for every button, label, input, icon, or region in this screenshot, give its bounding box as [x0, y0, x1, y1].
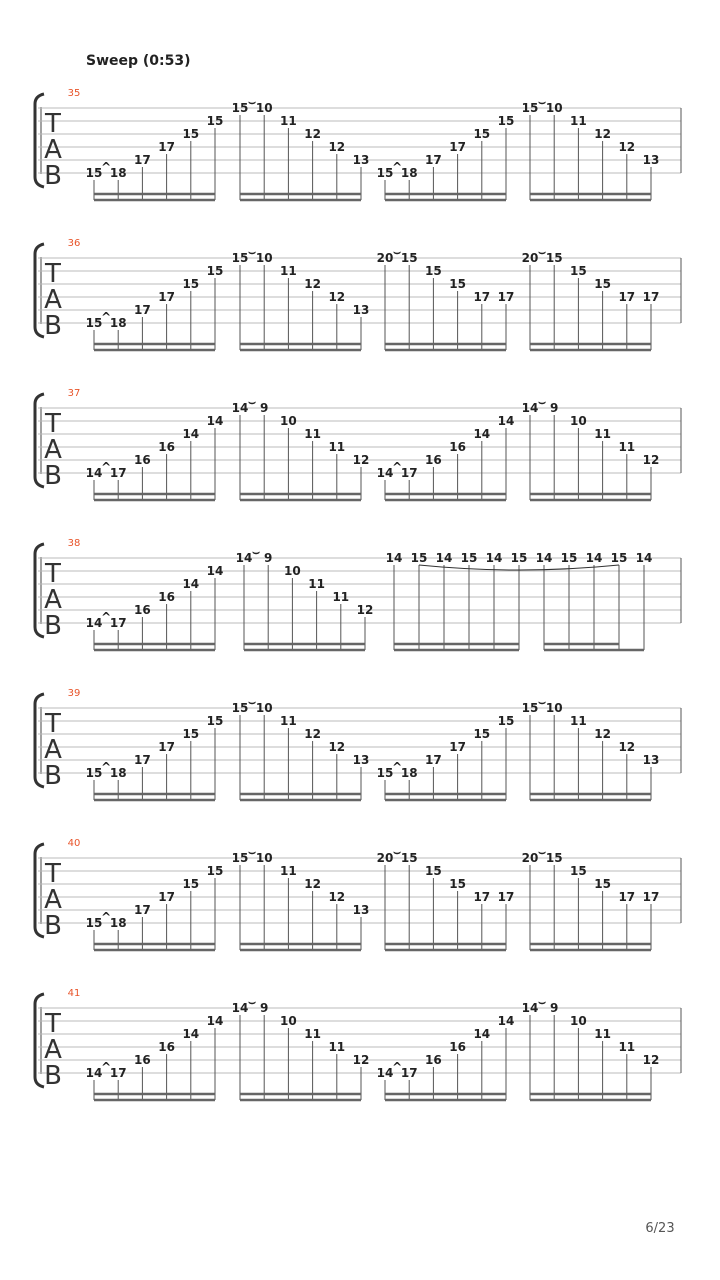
fret-number: 13: [352, 753, 370, 767]
tab-clef-letter: T: [45, 859, 61, 889]
fret-number: 12: [328, 740, 346, 754]
fret-number: 11: [570, 114, 587, 128]
fret-number: 15: [85, 766, 103, 780]
tab-clef-letter: T: [45, 709, 61, 739]
measure-number: 35: [67, 88, 81, 99]
fret-number: 15: [206, 114, 224, 128]
fret-number: 10: [255, 851, 273, 865]
fret-number: 16: [425, 453, 442, 467]
measure-number: 37: [67, 388, 81, 399]
fret-number: 11: [304, 427, 321, 441]
fret-number: 14: [206, 414, 224, 428]
fret-number: 16: [425, 1053, 442, 1067]
fret-number: 15: [497, 114, 515, 128]
fret-number: 15: [570, 264, 587, 278]
fret-number: 16: [134, 603, 151, 617]
slur-mark: ⌣: [538, 695, 547, 709]
fret-number: 11: [594, 427, 611, 441]
fret-number: 16: [134, 1053, 151, 1067]
slur-mark: ⌣: [538, 95, 547, 109]
tab-clef-letter: A: [44, 1035, 62, 1065]
slur-mark: ⌣: [248, 95, 257, 109]
fret-number: 14: [231, 401, 249, 415]
fret-number: 10: [284, 564, 301, 578]
section-title: Sweep (0:53): [86, 53, 191, 69]
fret-number: 18: [400, 166, 418, 180]
fret-number: 15: [400, 851, 418, 865]
fret-number: 15: [85, 316, 103, 330]
fret-number: 15: [376, 166, 394, 180]
fret-number: 15: [449, 277, 466, 291]
slur-mark: ⌣: [393, 845, 402, 859]
fret-number: 15: [376, 766, 394, 780]
fret-number: 13: [352, 153, 370, 167]
tab-clef-letter: A: [44, 735, 62, 765]
fret-number: 15: [594, 277, 611, 291]
slur-mark: ^: [392, 160, 403, 174]
fret-number: 11: [280, 114, 297, 128]
fret-number: 15: [570, 864, 587, 878]
slur-mark: ⌣: [248, 995, 257, 1009]
fret-number: 11: [570, 714, 587, 728]
fret-number: 14: [497, 414, 515, 428]
fret-number: 15: [594, 877, 611, 891]
tab-clef-letter: A: [44, 885, 62, 915]
fret-number: 18: [109, 916, 127, 930]
slur-mark: ⌣: [538, 995, 547, 1009]
fret-number: 14: [182, 577, 200, 591]
slur-mark: ⌣: [248, 395, 257, 409]
fret-number: 16: [449, 440, 466, 454]
fret-number: 9: [260, 1001, 269, 1015]
fret-number: 12: [356, 603, 374, 617]
fret-number: 15: [85, 166, 103, 180]
fret-number: 17: [158, 890, 175, 904]
tab-clef-letter: B: [44, 1061, 62, 1091]
slur-mark: ⌣: [538, 845, 547, 859]
fret-number: 14: [473, 1027, 491, 1041]
fret-number: 14: [385, 551, 403, 565]
fret-number: 15: [560, 551, 578, 565]
measure-number: 39: [67, 688, 81, 699]
fret-number: 14: [182, 427, 200, 441]
fret-number: 15: [521, 101, 539, 115]
fret-number: 12: [304, 877, 321, 891]
fret-number: 15: [182, 127, 200, 141]
fret-number: 12: [642, 1053, 660, 1067]
tab-clef-letter: B: [44, 611, 62, 641]
fret-number: 15: [410, 551, 428, 565]
slur-mark: ^: [392, 1060, 403, 1074]
fret-number: 16: [158, 1040, 175, 1054]
tab-clef-letter: T: [45, 1009, 61, 1039]
tab-clef-letter: A: [44, 585, 62, 615]
fret-number: 11: [308, 577, 325, 591]
tab-clef-letter: B: [44, 461, 62, 491]
fret-number: 17: [134, 753, 151, 767]
fret-number: 20: [376, 251, 394, 265]
tab-clef-letter: T: [45, 559, 61, 589]
slur-mark: ⌣: [248, 245, 257, 259]
fret-number: 16: [449, 1040, 466, 1054]
fret-number: 12: [328, 140, 346, 154]
fret-number: 10: [255, 101, 273, 115]
fret-number: 14: [182, 1027, 200, 1041]
fret-number: 14: [85, 1066, 103, 1080]
fret-number: 15: [497, 714, 515, 728]
measure-number: 41: [67, 988, 81, 999]
fret-number: 17: [642, 290, 660, 304]
fret-number: 17: [497, 290, 515, 304]
fret-number: 9: [260, 401, 269, 415]
fret-number: 15: [231, 251, 249, 265]
fret-number: 14: [85, 616, 103, 630]
measure-number: 40: [67, 838, 81, 849]
tab-clef-letter: A: [44, 285, 62, 315]
fret-number: 17: [473, 890, 491, 904]
fret-number: 17: [497, 890, 515, 904]
fret-number: 15: [400, 251, 418, 265]
fret-number: 14: [497, 1014, 515, 1028]
fret-number: 11: [280, 264, 297, 278]
fret-number: 18: [109, 166, 127, 180]
fret-number: 14: [435, 551, 453, 565]
fret-number: 17: [109, 1066, 127, 1080]
fret-number: 10: [570, 1014, 587, 1028]
fret-number: 15: [182, 277, 200, 291]
fret-number: 15: [231, 701, 249, 715]
tab-clef-letter: B: [44, 311, 62, 341]
fret-number: 12: [328, 890, 346, 904]
fret-number: 12: [594, 127, 611, 141]
fret-number: 17: [134, 903, 151, 917]
fret-number: 10: [280, 1014, 297, 1028]
slur-mark: ^: [101, 610, 112, 624]
fret-number: 15: [545, 851, 563, 865]
fret-number: 12: [642, 453, 660, 467]
slur-mark: ^: [101, 910, 112, 924]
fret-number: 18: [400, 766, 418, 780]
fret-number: 12: [618, 740, 636, 754]
fret-number: 12: [304, 127, 321, 141]
fret-number: 15: [231, 851, 249, 865]
fret-number: 16: [134, 453, 151, 467]
fret-number: 14: [85, 466, 103, 480]
tab-clef-letter: B: [44, 161, 62, 191]
fret-number: 15: [206, 864, 224, 878]
fret-number: 15: [182, 877, 200, 891]
slur-mark: ⌣: [248, 695, 257, 709]
fret-number: 10: [545, 701, 563, 715]
slur-mark: ^: [101, 160, 112, 174]
fret-number: 12: [304, 277, 321, 291]
page-number: 6/23: [645, 1221, 675, 1236]
fret-number: 11: [594, 1027, 611, 1041]
fret-number: 20: [521, 851, 539, 865]
fret-number: 10: [255, 701, 273, 715]
slur-mark: ^: [392, 760, 403, 774]
slur-mark: ^: [101, 760, 112, 774]
fret-number: 17: [449, 140, 466, 154]
fret-number: 14: [206, 1014, 224, 1028]
slur-mark: ⌣: [393, 245, 402, 259]
fret-number: 20: [376, 851, 394, 865]
fret-number: 9: [550, 401, 559, 415]
fret-number: 14: [376, 466, 394, 480]
tab-clef-letter: B: [44, 761, 62, 791]
fret-number: 18: [109, 766, 127, 780]
fret-number: 11: [328, 1040, 346, 1054]
fret-number: 16: [158, 590, 175, 604]
fret-number: 12: [328, 290, 346, 304]
fret-number: 17: [642, 890, 660, 904]
fret-number: 17: [425, 153, 442, 167]
fret-number: 10: [545, 101, 563, 115]
fret-number: 10: [280, 414, 297, 428]
fret-number: 15: [449, 877, 466, 891]
fret-number: 17: [618, 890, 636, 904]
fret-number: 14: [585, 551, 603, 565]
fret-number: 9: [264, 551, 273, 565]
slur-mark: ^: [101, 1060, 112, 1074]
fret-number: 12: [352, 1053, 370, 1067]
fret-number: 10: [255, 251, 273, 265]
fret-number: 11: [618, 1040, 636, 1054]
fret-number: 14: [376, 1066, 394, 1080]
fret-number: 14: [235, 551, 253, 565]
fret-number: 15: [206, 264, 224, 278]
fret-number: 10: [570, 414, 587, 428]
slur-mark: ^: [392, 460, 403, 474]
fret-number: 15: [206, 714, 224, 728]
fret-number: 16: [158, 440, 175, 454]
fret-number: 14: [473, 427, 491, 441]
fret-number: 9: [550, 1001, 559, 1015]
fret-number: 17: [400, 1066, 418, 1080]
fret-number: 11: [280, 864, 297, 878]
fret-number: 17: [109, 616, 127, 630]
slur-mark: ⌣: [248, 845, 257, 859]
fret-number: 15: [473, 127, 491, 141]
fret-number: 17: [134, 153, 151, 167]
fret-number: 17: [158, 740, 175, 754]
fret-number: 15: [473, 727, 491, 741]
fret-number: 15: [425, 264, 442, 278]
fret-number: 15: [85, 916, 103, 930]
fret-number: 14: [635, 551, 653, 565]
fret-number: 12: [304, 727, 321, 741]
fret-number: 14: [485, 551, 503, 565]
fret-number: 17: [449, 740, 466, 754]
fret-number: 11: [280, 714, 297, 728]
fret-number: 14: [521, 401, 539, 415]
measure-number: 38: [67, 538, 81, 549]
fret-number: 15: [521, 701, 539, 715]
fret-number: 15: [545, 251, 563, 265]
fret-number: 17: [473, 290, 491, 304]
fret-number: 15: [425, 864, 442, 878]
fret-number: 13: [352, 903, 370, 917]
fret-number: 11: [304, 1027, 321, 1041]
fret-number: 12: [618, 140, 636, 154]
fret-number: 12: [594, 727, 611, 741]
fret-number: 11: [618, 440, 636, 454]
fret-number: 15: [231, 101, 249, 115]
fret-number: 11: [332, 590, 350, 604]
measure-number: 36: [67, 238, 81, 249]
tab-clef-letter: T: [45, 409, 61, 439]
slur-mark: ^: [101, 460, 112, 474]
fret-number: 15: [610, 551, 628, 565]
slur-mark: ⌣: [538, 245, 547, 259]
tab-clef-letter: T: [45, 109, 61, 139]
fret-number: 17: [425, 753, 442, 767]
fret-number: 14: [231, 1001, 249, 1015]
fret-number: 17: [158, 290, 175, 304]
fret-number: 17: [109, 466, 127, 480]
fret-number: 15: [460, 551, 478, 565]
fret-number: 14: [535, 551, 553, 565]
slur-mark: ^: [101, 310, 112, 324]
fret-number: 14: [206, 564, 224, 578]
fret-number: 13: [352, 303, 370, 317]
slur-mark: ⌣: [252, 545, 261, 559]
fret-number: 13: [642, 753, 660, 767]
tab-clef-letter: T: [45, 259, 61, 289]
fret-number: 15: [510, 551, 528, 565]
fret-number: 17: [618, 290, 636, 304]
fret-number: 12: [352, 453, 370, 467]
fret-number: 17: [400, 466, 418, 480]
fret-number: 13: [642, 153, 660, 167]
fret-number: 20: [521, 251, 539, 265]
fret-number: 11: [328, 440, 346, 454]
slur-mark: ⌣: [538, 395, 547, 409]
fret-number: 17: [134, 303, 151, 317]
tab-clef-letter: B: [44, 911, 62, 941]
tab-clef-letter: A: [44, 135, 62, 165]
fret-number: 15: [182, 727, 200, 741]
fret-number: 14: [521, 1001, 539, 1015]
fret-number: 17: [158, 140, 175, 154]
tab-clef-letter: A: [44, 435, 62, 465]
fret-number: 18: [109, 316, 127, 330]
